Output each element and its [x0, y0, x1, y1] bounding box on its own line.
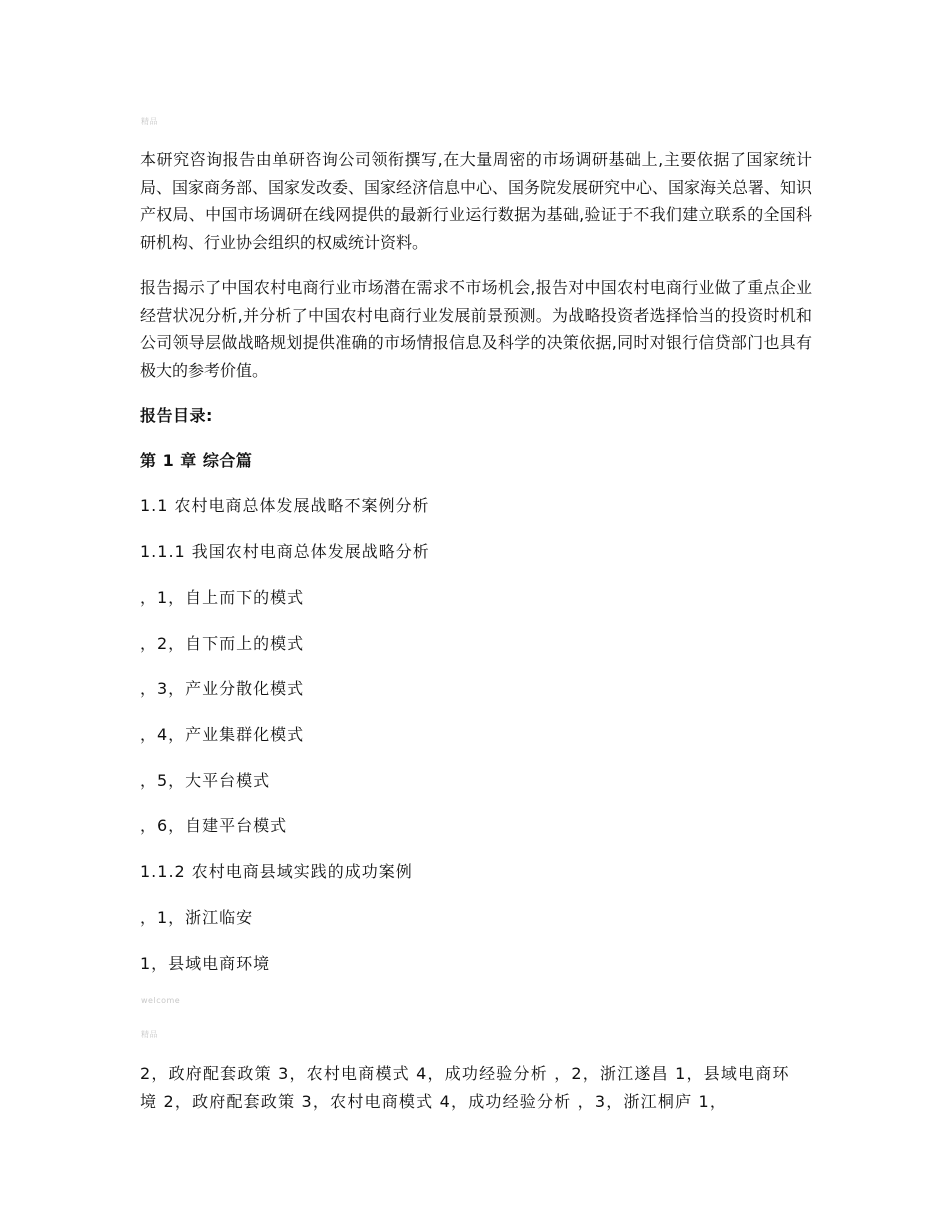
toc-item: ，5，大平台模式	[140, 771, 271, 790]
footer-watermark: welcome	[141, 996, 181, 1005]
toc-item: ，6，自建平台模式	[140, 816, 288, 835]
intro-paragraph-2: 报告揭示了中国农村电商行业市场潜在需求不市场机会,报告对中国农村电商行业做了重点企业经营状况分析,并分析了中国农村电商行业发展前景预测。为战略投资者选择恰当的投资时机和公司领导层做战略规划提供准确的市场情报信息及科学的决策依据,同时对银行信贷部门也具有极大的参考价值。	[140, 278, 812, 380]
continuation-text: 2，政府配套政策 3，农村电商模式 4，成功经验分析 ，2，浙江遂昌 1，县域电商环境 2，政府配套政策 3，农村电商模式 4，成功经验分析 ，3，浙江桐庐 1，	[140, 1064, 790, 1111]
header-watermark-bottom: 精品	[141, 1030, 158, 1039]
toc-heading: 报告目录:	[140, 406, 213, 425]
toc-item: ，3，产业分散化模式	[140, 679, 305, 698]
toc-item: 1.1.2 农村电商县域实践的成功案例	[140, 862, 413, 881]
toc-item: 1，县域电商环境	[140, 954, 271, 973]
header-watermark-top: 精品	[141, 117, 158, 126]
chapter-1-title: 第 1 章 综合篇	[140, 451, 253, 470]
toc-item: ，2，自下而上的模式	[140, 634, 305, 653]
toc-item: ，1，浙江临安	[140, 908, 254, 927]
toc-item: ，4，产业集群化模式	[140, 725, 305, 744]
toc-item: 1.1 农村电商总体发展战略不案例分析	[140, 496, 430, 515]
toc-item: 1.1.1 我国农村电商总体发展战略分析	[140, 542, 430, 561]
intro-paragraph-1: 本研究咨询报告由单研咨询公司领衔撰写,在大量周密的市场调研基础上,主要依据了国家统计局、国家商务部、国家发改委、国家经济信息中心、国务院发展研究中心、国家海关总署、知识产权局、中国市场调研在线网提供的最新行业运行数据为基础,验证于不我们建立联系的全国科研机构、行业协会组织的权威统计资料。	[140, 150, 813, 252]
toc-item: ，1，自上而下的模式	[140, 588, 305, 607]
